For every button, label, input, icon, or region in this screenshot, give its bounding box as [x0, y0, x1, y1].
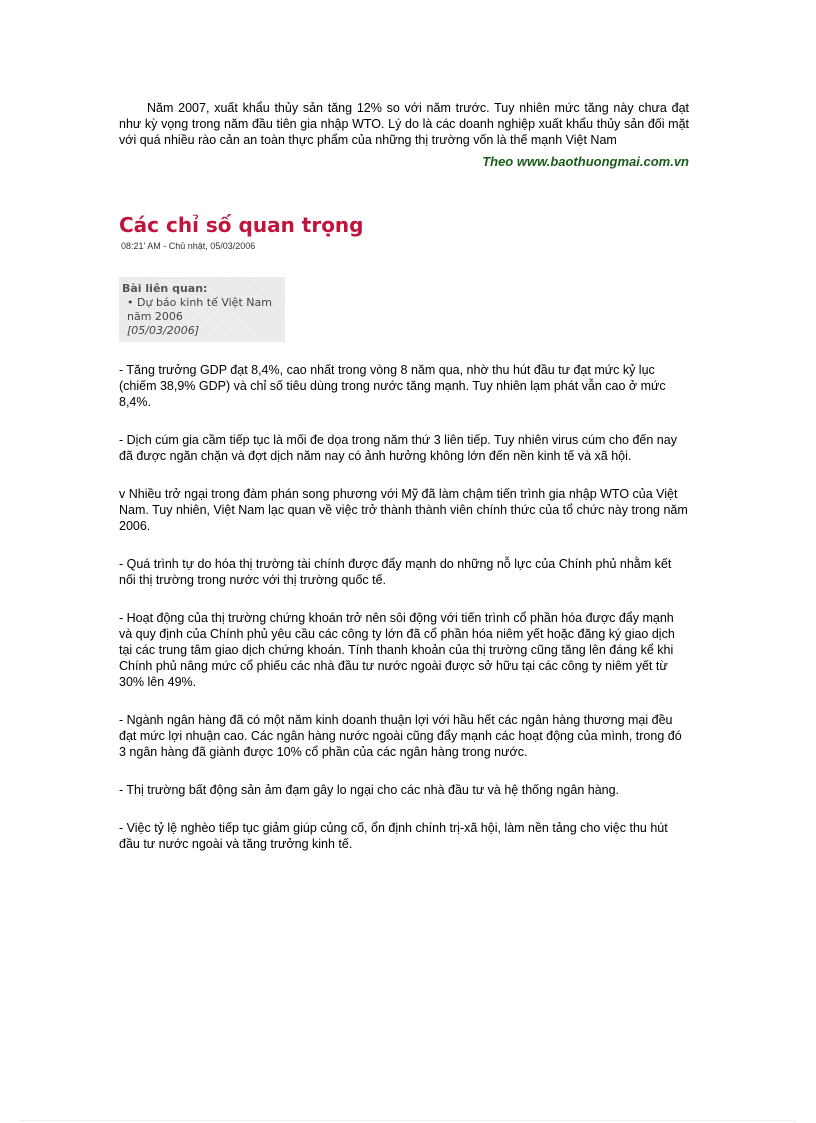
- bullet-icon: •: [127, 296, 134, 309]
- body-paragraph-gdp: - Tăng trưởng GDP đạt 8,4%, cao nhất trong vòng 8 năm qua, nhờ thu hút đầu tư đạt mức kỷ lục (chiếm 38,9% GDP) và chỉ số tiêu dùng trong nước tăng mạnh. Tuy nhiên lạm phát vẫn cao ở mức 8,4%.: [119, 363, 666, 409]
- body-paragraph-banking: - Ngành ngân hàng đã có một năm kinh doanh thuận lợi với hầu hết các ngân hàng thương mại đều đạt mức lợi nhuận cao. Các ngân hàng nước ngoài cũng đẩy mạnh các hoạt động của mình, trong đó 3 ngân hàng đã giành được 10% cổ phần của các ngân hàng trong nước.: [119, 713, 682, 759]
- related-article-label: Dự báo kinh tế Việt Nam năm 2006: [127, 296, 272, 323]
- article-body: [119, 362, 689, 852]
- body-paragraph-poverty: - Việc tỷ lệ nghèo tiếp tục giảm giúp củng cố, ổn định chính trị-xã hội, làm nền tảng cho việc thu hút đầu tư nước ngoài và tăng trưởng kinh tế.: [119, 821, 668, 851]
- body-paragraph-stock-market: - Hoạt động của thị trường chứng khoán trở nên sôi động với tiến trình cổ phần hóa được đẩy mạnh và quy định của Chính phủ yêu cầu các công ty lớn đã cổ phần hóa niêm yết hoặc đăng ký giao dịch tại các trung tâm giao dịch chứng khoán. Tính thanh khoản của thị trường cũng tăng lên đáng kể khi Chính phủ nâng mức cổ phiếu các nhà đầu tư nước ngoài được sở hữu tại các công ty niêm yết từ 30% lên 49%.: [119, 611, 675, 689]
- source-credit: Theo www.baothuongmai.com.vn: [482, 154, 689, 169]
- related-article-link[interactable]: [122, 296, 282, 324]
- related-article-date: [05/03/2006]: [127, 324, 199, 337]
- intro-paragraph: Năm 2007, xuất khẩu thủy sản tăng 12% so với năm trước. Tuy nhiên mức tăng này chưa đạt như kỳ vọng trong năm đầu tiên gia nhập WTO. Lý do là các doanh nghiệp xuất khẩu thủy sản đối mặt với quá nhiều rào cản an toàn thực phẩm của những thị trường vốn là thế mạnh Việt Nam: [119, 101, 689, 147]
- article-timestamp: 08:21' AM - Chủ nhật, 05/03/2006: [121, 241, 256, 251]
- article-title: Các chỉ số quan trọng: [119, 213, 364, 237]
- document-page: [119, 100, 689, 852]
- body-paragraph-bird-flu: - Dịch cúm gia cầm tiếp tục là mối đe dọa trong năm thứ 3 liên tiếp. Tuy nhiên virus cúm cho đến nay đã được ngăn chặn và đợt dịch năm nay có ảnh hưởng không lớn đến nền kinh tế và xã hội.: [119, 433, 677, 463]
- related-heading: Bài liên quan:: [122, 282, 208, 295]
- body-paragraph-finance: - Quá trình tự do hóa thị trường tài chính được đẩy mạnh do những nỗ lực của Chính phủ nhằm kết nối thị trường trong nước với thị trường quốc tế.: [119, 557, 672, 587]
- related-articles-box: [119, 277, 285, 342]
- body-paragraph-wto: v Nhiều trở ngại trong đàm phán song phương với Mỹ đã làm chậm tiến trình gia nhập WTO của Việt Nam. Tuy nhiên, Việt Nam lạc quan về việc trở thành thành viên chính thức của tổ chức này trong năm 2006.: [119, 487, 688, 533]
- body-paragraph-real-estate: - Thị trường bất động sản ảm đạm gây lo ngại cho các nhà đầu tư và hệ thống ngân hàng.: [119, 783, 620, 797]
